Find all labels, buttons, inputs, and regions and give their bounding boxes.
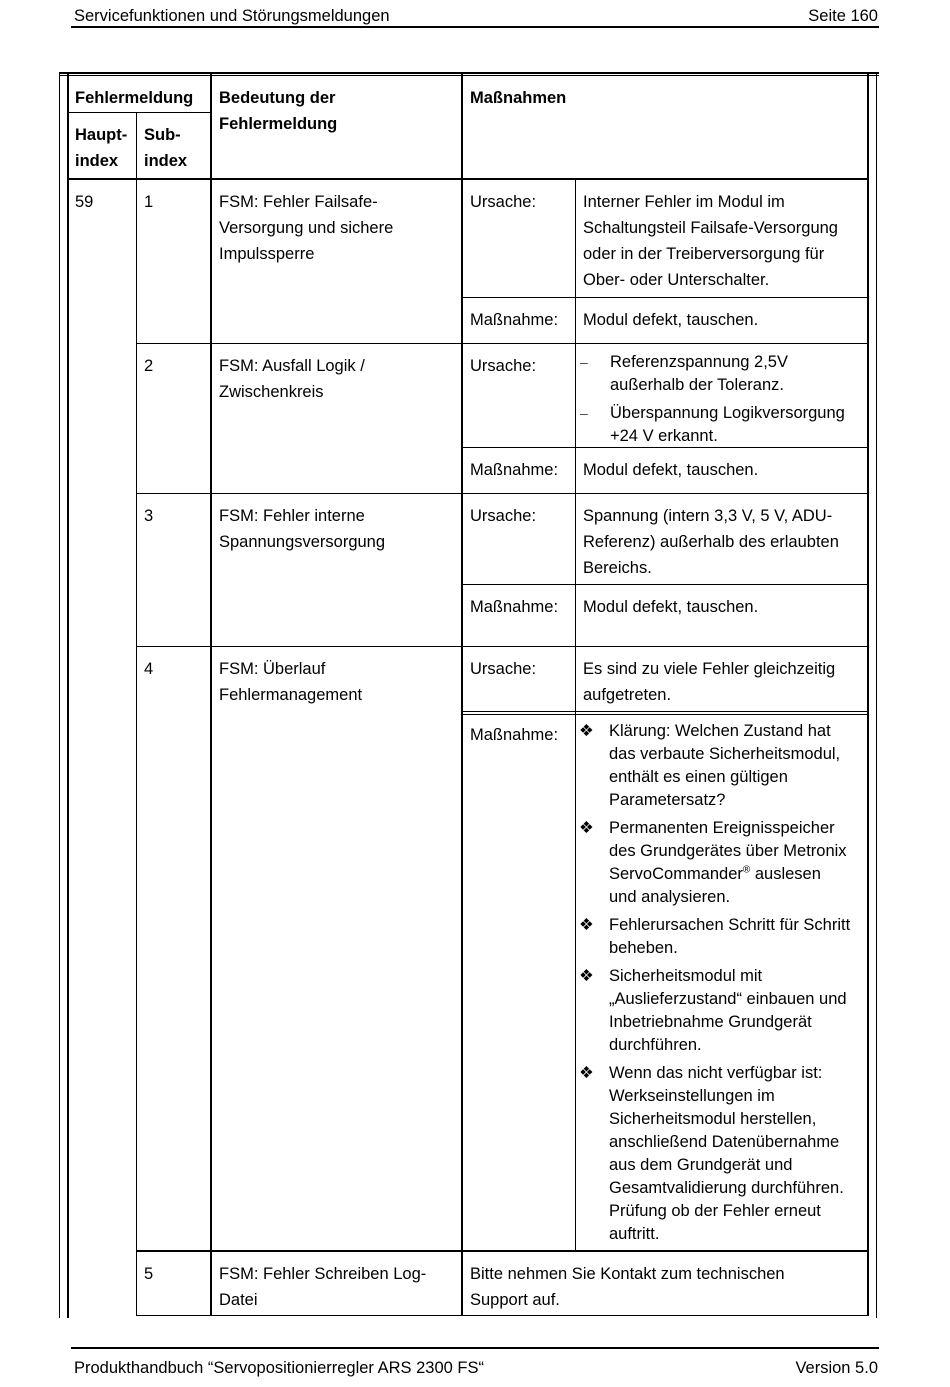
action-label: Maßnahme:	[470, 311, 559, 329]
list-item: ❖ Klärung: Welchen Zustand hat das verbaute Sicherheitsmodul, enthält es einen gültigen Parametersatz?	[579, 720, 879, 812]
diamond-bullet-icon: ❖	[579, 916, 594, 934]
col-header-bedeutung: Bedeutung der Fehlermeldung	[219, 89, 338, 133]
diamond-bullet-icon: ❖	[579, 722, 594, 740]
main-index-cell: 59	[75, 193, 94, 211]
dash-bullet-icon: –	[580, 354, 588, 370]
meaning-cell: FSM: Überlauf Fehlermanagement	[219, 660, 363, 704]
sub-index-cell: 2	[144, 357, 154, 375]
cause-cell: Interner Fehler im Modul im Schaltungsteil Failsafe-Versorgung oder in der Treiberversorgung für Ober- oder Unterschalter.	[583, 193, 838, 289]
meaning-cell: FSM: Fehler Schreiben Log- Datei	[219, 1265, 427, 1309]
list-item: – Referenzspannung 2,5V außerhalb der Toleranz.	[579, 351, 879, 397]
col-header-massnahmen: Maßnahmen	[470, 89, 567, 107]
error-table	[59, 72, 879, 1318]
meaning-cell: FSM: Fehler interne Spannungsversorgung	[219, 507, 386, 551]
sub-index-cell: 1	[144, 193, 154, 211]
cause-cell: Spannung (intern 3,3 V, 5 V, ADU- Referenz) außerhalb des erlaubten Bereichs.	[583, 507, 839, 577]
action-label: Maßnahme:	[470, 461, 559, 479]
action-label: Maßnahme:	[470, 598, 559, 616]
sub-index-cell: 3	[144, 507, 154, 525]
list-item: ❖ Fehlerursachen Schritt für Schritt beheben.	[579, 914, 879, 960]
cause-label: Ursache:	[470, 507, 537, 525]
action-cell: Modul defekt, tauschen.	[583, 598, 759, 616]
action-list	[579, 720, 879, 1251]
registered-mark: ®	[742, 864, 751, 876]
footer-product-title: Produkthandbuch “Servopositionierregler ARS 2300 FS“	[74, 1359, 484, 1377]
cause-label: Ursache:	[470, 660, 537, 678]
cause-label: Ursache:	[470, 193, 537, 211]
list-item: ❖ Permanenten Ereignisspeicher des Grundgerätes über Metronix ServoCommander® auslesen und analysieren.	[579, 817, 879, 909]
page-header-title: Servicefunktionen und Störungsmeldungen	[74, 7, 390, 25]
cause-cell: Es sind zu viele Fehler gleichzeitig aufgetreten.	[583, 660, 836, 704]
page-number: Seite 160	[808, 7, 878, 25]
col-header-subindex: Sub- index	[144, 126, 188, 170]
col-header-fehlermeldung: Fehlermeldung	[75, 89, 194, 107]
cause-list	[579, 351, 879, 448]
meaning-cell: FSM: Ausfall Logik / Zwischenkreis	[219, 357, 365, 401]
action-cell: Modul defekt, tauschen.	[583, 311, 759, 329]
action-label: Maßnahme:	[470, 726, 559, 744]
diamond-bullet-icon: ❖	[579, 819, 594, 837]
header-bottom-border	[69, 178, 869, 180]
col-header-hauptindex: Haupt- index	[75, 126, 128, 170]
table-bottom-border	[136, 1315, 869, 1316]
meaning-cell: FSM: Fehler Failsafe- Versorgung und sichere Impulssperre	[219, 193, 394, 263]
footer-version: Version 5.0	[795, 1359, 878, 1377]
list-item: ❖ Sicherheitsmodul mit „Auslieferzustand“ einbauen und Inbetriebnahme Grundgerät durchführen.	[579, 965, 879, 1057]
dash-bullet-icon: –	[580, 405, 588, 421]
list-item: ❖ Wenn das nicht verfügbar ist: Werkseinstellungen im Sicherheitsmodul herstellen, anschließend Datenübernahme aus dem Grundgerät und Gesamtvalidierung durchführen. Prüfung ob der Fehler erneut auftritt.	[579, 1062, 879, 1246]
header-rule	[71, 26, 879, 28]
footer-rule	[71, 1347, 879, 1349]
diamond-bullet-icon: ❖	[579, 1064, 594, 1082]
table-top-border	[59, 72, 879, 74]
sub-index-cell: 4	[144, 660, 154, 678]
cause-label: Ursache:	[470, 357, 537, 375]
action-cell: Modul defekt, tauschen.	[583, 461, 759, 479]
list-item: – Überspannung Logikversorgung +24 V erkannt.	[579, 402, 879, 448]
contact-support-cell: Bitte nehmen Sie Kontakt zum technischen Support auf.	[470, 1265, 785, 1309]
sub-index-cell: 5	[144, 1265, 154, 1283]
diamond-bullet-icon: ❖	[579, 967, 594, 985]
